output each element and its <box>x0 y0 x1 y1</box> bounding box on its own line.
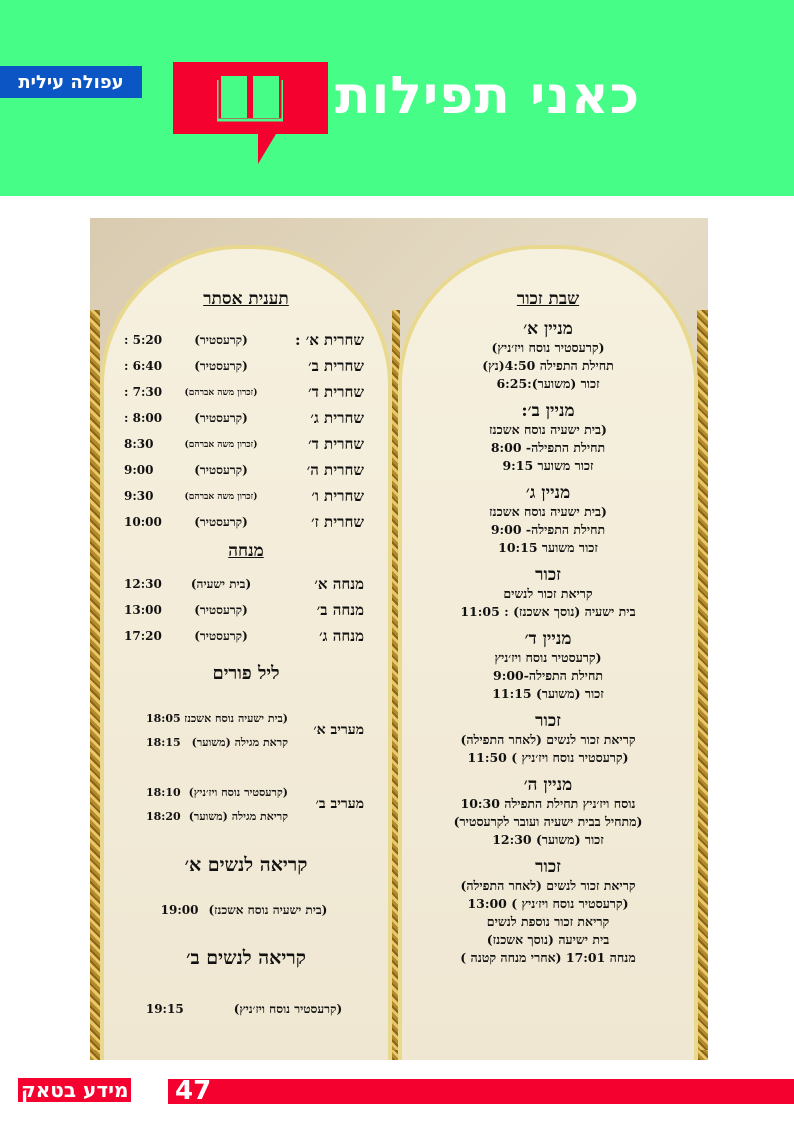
prayer-name: שחרית א׳ : <box>294 330 364 349</box>
page-number: 47 <box>175 1076 212 1106</box>
prayer-name: שחרית ה׳ <box>306 460 364 479</box>
block-line: (בית ישעיה נוסח אשכנז <box>489 422 607 437</box>
block-line: (קרעסטיר נוסח ויז׳ניץ) <box>491 340 605 355</box>
place: (בית ישעיה נוסח אשכנז) <box>208 902 328 917</box>
schedule-row <box>104 597 388 623</box>
block-heading: זכור <box>535 711 561 731</box>
prayer-time: 13:00 <box>124 603 162 617</box>
block-line: זכור משוער 10:15 <box>498 540 598 555</box>
prayer-place: (קרעסטיר) <box>194 514 248 529</box>
schedule-row <box>104 483 388 509</box>
block-line: בית ישיעה (נוסך אשכנז) <box>486 932 610 947</box>
prayer-name: מעריב א׳ <box>313 721 364 738</box>
place: (בית ישעיה נוסח אשכנז <box>184 711 288 725</box>
block-line: תחילת התפילה-9:00 <box>493 668 603 683</box>
prayer-place: (זכרון משה אברהם) <box>184 491 258 502</box>
block-heading: מניין ד׳ <box>524 629 572 649</box>
time: 19:00 <box>160 903 199 917</box>
tablet-shabbat-zachor <box>398 245 698 1060</box>
gold-border-right <box>697 310 708 1050</box>
place: קריאת מגילה (משוער) <box>188 809 288 823</box>
maariv-line <box>124 804 288 828</box>
open-book-icon <box>217 72 283 124</box>
schedule-block <box>402 565 694 621</box>
time: 18:15 <box>146 735 181 749</box>
prayer-place: (קרעסטיר) <box>194 602 248 617</box>
schedule-row <box>104 379 388 405</box>
prayer-place: (קרעסטיר) <box>194 628 248 643</box>
schedule-row <box>104 571 388 597</box>
schedule-block <box>402 775 694 849</box>
prayer-name: מנחה א׳ <box>314 574 364 593</box>
prayer-place: (קרעסטיר) <box>194 410 248 425</box>
page-title: כאני תפילות <box>335 66 641 126</box>
prayer-name: שחרית ד׳ <box>308 382 364 401</box>
prayer-time: 5:20 : <box>124 333 163 347</box>
prayer-name: שחרית ג׳ <box>310 408 364 427</box>
schedule-row <box>104 327 388 353</box>
schedule-row <box>104 353 388 379</box>
block-heading: מניין א׳ <box>523 319 573 339</box>
prayer-place: (קרעסטיר) <box>194 462 248 477</box>
place: קראת מגילה (משוער) <box>191 735 288 749</box>
maariv-lines <box>124 706 288 754</box>
time: 19:15 <box>145 1002 184 1016</box>
block-line: קריאת זכור לנשים (לאחר התפילה) <box>460 732 636 747</box>
prayer-time: 8:30 <box>124 437 154 451</box>
prayer-time: 10:00 <box>124 515 162 529</box>
block-heading: זכור <box>535 565 561 585</box>
prayer-place: (קרעסטיר) <box>194 358 248 373</box>
block-line: קריאת זכור לנשים <box>503 586 593 601</box>
section-badge: עפולה עילית <box>0 66 142 98</box>
header-banner <box>0 0 794 196</box>
block-line: זכור משוער 9:15 <box>502 458 594 473</box>
schedule-block <box>402 319 694 393</box>
women-b-row <box>104 996 388 1022</box>
schedule-row <box>104 623 388 649</box>
block-line: מנחה 17:01 (אחרי מנחה קטנה ) <box>460 950 636 965</box>
block-line: תחילת התפילה- 9:00 <box>490 522 606 537</box>
block-line: (מתחיל בבית ישעיה ועובר לקרעסטיר) <box>453 814 643 829</box>
gold-border-left <box>90 310 100 1050</box>
maariv-line <box>124 730 288 754</box>
block-line: זכור (משוער) 12:30 <box>492 832 604 847</box>
schedule-block <box>402 483 694 557</box>
prayer-place: (בית ישעיה) <box>190 576 252 591</box>
prayer-place: (קרעסטיר) <box>194 332 248 347</box>
maariv-line <box>124 706 288 730</box>
block-line: (בית ישעיה נוסח אשכנז <box>489 504 607 519</box>
block-heading: מניין ב׳: <box>521 401 575 421</box>
time: 18:05 <box>146 711 181 725</box>
section-title: שבת זכור <box>516 289 580 309</box>
prayer-name: שחרית ו׳ <box>311 486 364 505</box>
prayer-time: 7:30 : <box>124 385 163 399</box>
schedule-row <box>104 405 388 431</box>
schedule-row <box>104 457 388 483</box>
prayer-time: 9:30 <box>124 489 154 503</box>
maariv-group <box>104 780 388 828</box>
women-a-title: קריאה לנשים א׳ <box>184 854 308 876</box>
schedule-block <box>402 401 694 475</box>
prayer-time: 6:40 : <box>124 359 163 373</box>
prayer-name: שחרית ז׳ <box>311 512 364 531</box>
block-line: (קרעסטיר נוסח ויז׳ניץ ) 11:50 <box>467 750 629 765</box>
footer-bar <box>168 1079 794 1104</box>
schedule-block <box>402 857 694 967</box>
schedule-block <box>402 711 694 767</box>
section-title: תענית אסתר <box>203 289 289 309</box>
prayer-time: 12:30 <box>124 577 162 591</box>
time: 18:20 <box>146 809 181 823</box>
block-line: (קרעסטיר נוסח ויז׳ניץ <box>494 650 602 665</box>
time: 18:10 <box>146 785 181 799</box>
schedule-row <box>104 509 388 535</box>
women-a-row <box>104 897 388 923</box>
block-line: נוסח ויז׳ניץ תחילת התפילה 10:30 <box>460 796 636 811</box>
speech-bubble <box>173 62 328 134</box>
purim-title: ליל פורים <box>212 663 280 684</box>
tablet-taanit-esther <box>100 245 392 1060</box>
block-heading: מניין ה׳ <box>523 775 573 795</box>
block-line: בית ישעיה (נוסך אשכנז) : 11:05 <box>460 604 636 619</box>
prayer-time: 17:20 <box>124 629 162 643</box>
block-line: זכור (משוער):6:25 <box>496 376 600 391</box>
block-line: קריאת זכור לנשים (לאחר התפילה) <box>460 878 636 893</box>
prayer-name: מנחה ב׳ <box>316 600 364 619</box>
prayer-time: 9:00 <box>124 463 154 477</box>
prayer-place: (זכרון משה אברהם) <box>184 439 258 450</box>
block-line: זכור (משוער) 11:15 <box>492 686 604 701</box>
place: (קרעסטיר נוסח ויז׳ניץ) <box>188 785 288 799</box>
prayer-name: שחרית ד׳ <box>308 434 364 453</box>
women-b-title: קריאה לנשים ב׳ <box>186 947 306 969</box>
place: (קרעסטיר נוסח ויז׳ניץ) <box>233 1001 343 1016</box>
block-heading: זכור <box>535 857 561 877</box>
block-line: תחילת התפילה 4:50(נץ) <box>482 358 614 373</box>
schedule-block <box>402 629 694 703</box>
prayer-place: (זכרון משה אברהם) <box>184 387 258 398</box>
block-heading: מניין ג׳ <box>525 483 571 503</box>
block-line: תחילת התפילה- 8:00 <box>490 440 606 455</box>
maariv-line <box>124 780 288 804</box>
publication-logo: מידע בטאק <box>18 1078 131 1102</box>
prayer-name: מעריב ב׳ <box>315 795 364 812</box>
schedule-row <box>104 431 388 457</box>
prayer-name: שחרית ב׳ <box>308 356 364 375</box>
block-line: קריאת זכור נוספת לנשים <box>486 914 610 929</box>
mincha-title: מנחה <box>228 541 264 561</box>
block-line: (קרעסטיר נוסח ויז׳ניץ ) 13:00 <box>467 896 629 911</box>
prayer-name: מנחה ג׳ <box>319 626 364 645</box>
maariv-lines <box>124 780 288 828</box>
maariv-group <box>104 706 388 754</box>
prayer-time: 8:00 : <box>124 411 163 425</box>
